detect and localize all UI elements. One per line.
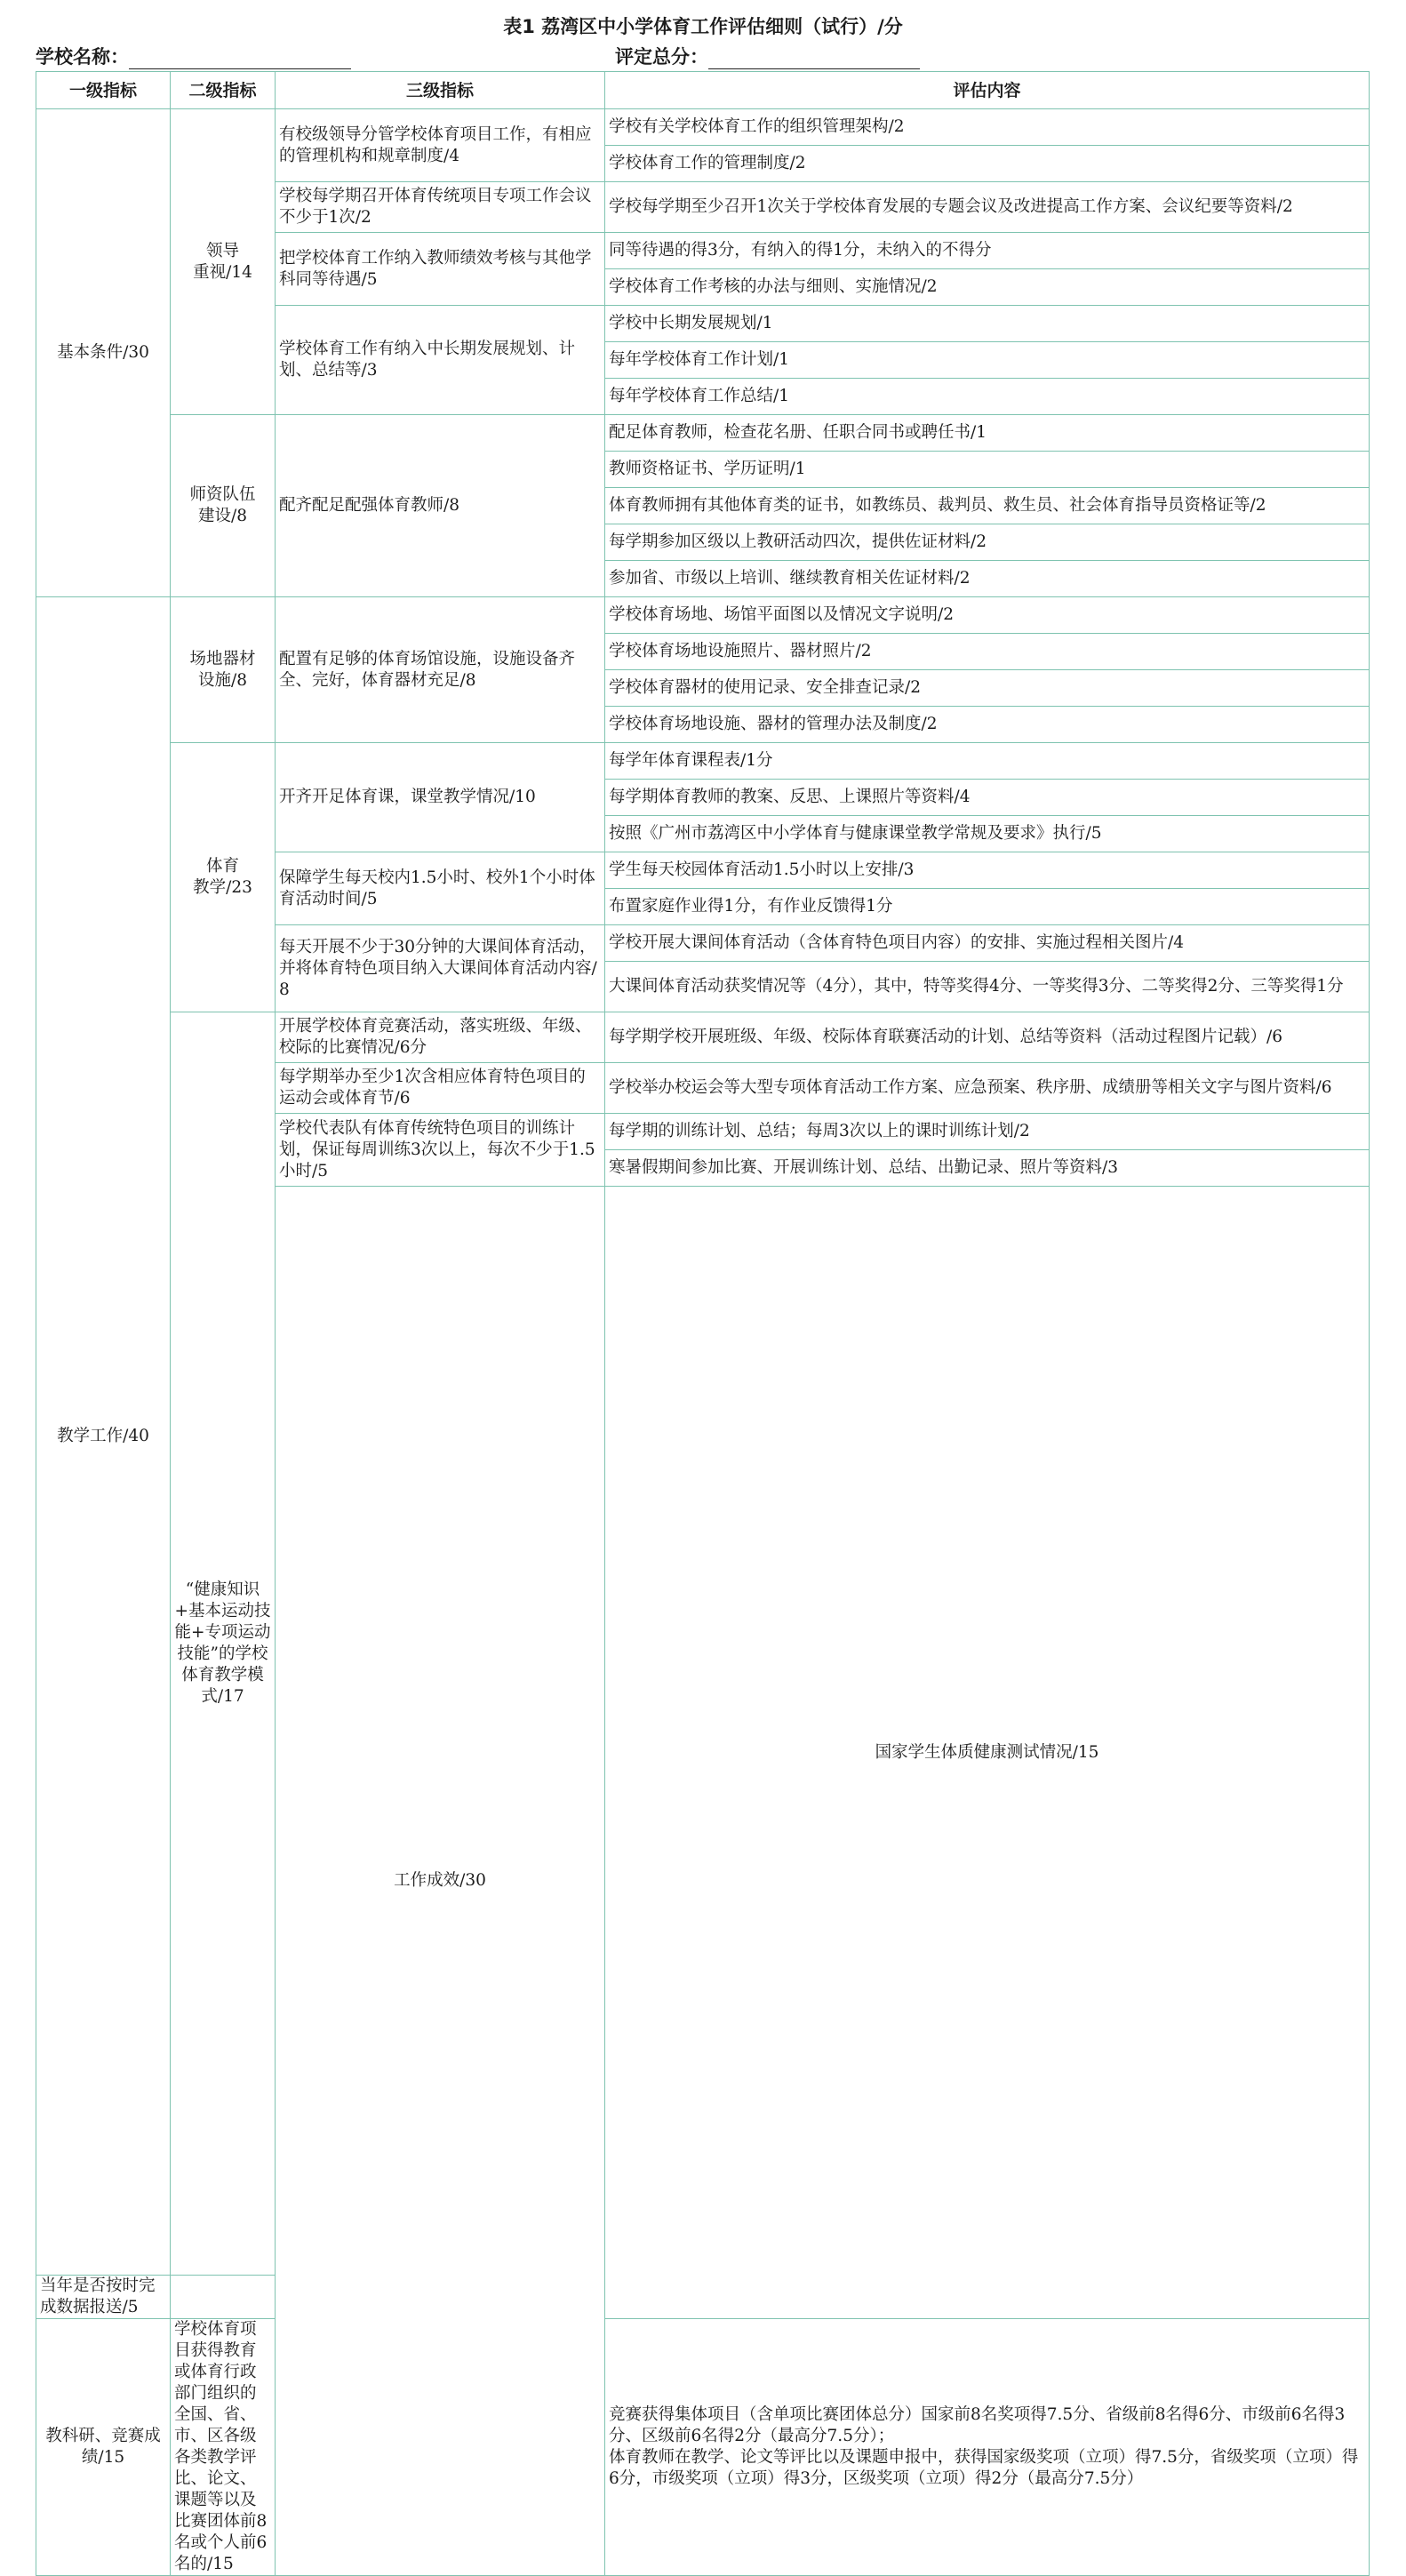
level2-cell: 领导 重视/14 xyxy=(171,109,276,415)
level1-cell: 教学工作/40 xyxy=(36,597,171,2276)
eval-cell: 每学年体育课程表/1分 xyxy=(605,743,1370,780)
level3-cell: 有校级领导分管学校体育项目工作，有相应的管理机构和规章制度/4 xyxy=(276,109,605,182)
school-name-label: 学校名称： xyxy=(36,46,129,68)
table-row xyxy=(36,2319,1370,2576)
eval-cell: 布置家庭作业得1分，有作业反馈得1分 xyxy=(605,889,1370,925)
table-title: 表1 荔湾区中小学体育工作评估细则（试行）/分 xyxy=(503,16,903,37)
eval-cell: 每学期参加区级以上教研活动四次，提供佐证材料/2 xyxy=(605,524,1370,561)
eval-cell: 学生每天校园体育活动1.5小时以上安排/3 xyxy=(605,852,1370,889)
level2-cell: 体育 教学/23 xyxy=(171,743,276,1012)
table-row xyxy=(36,415,1370,452)
eval-cell: 学校举办校运会等大型专项体育活动工作方案、应急预案、秩序册、成绩册等相关文字与图片资料/6 xyxy=(605,1063,1370,1114)
eval-cell: 每年学校体育工作计划/1 xyxy=(605,342,1370,379)
level3-cell: 配置有足够的体育场馆设施，设施设备齐全、完好，体育器材充足/8 xyxy=(276,597,605,743)
eval-cell: 每学期学校开展班级、年级、校际体育联赛活动的计划、总结等资料（活动过程图片记载）/6 xyxy=(605,1012,1370,1063)
table-row xyxy=(36,1012,1370,1063)
level1-cell: 基本条件/30 xyxy=(36,109,171,597)
header-level1: 一级指标 xyxy=(36,72,171,109)
total-score-label: 评定总分： xyxy=(615,46,708,68)
level2-cell: 国家学生体质健康测试情况/15 xyxy=(605,1187,1370,2319)
level2-cell: “健康知识+基本运动技能+专项运动技能”的学校体育教学模式/17 xyxy=(171,1012,276,2276)
eval-cell: 参加省、市级以上培训、继续教育相关佐证材料/2 xyxy=(605,561,1370,597)
level3-cell: 学校体育工作有纳入中长期发展规划、计划、总结等/3 xyxy=(276,306,605,415)
eval-cell: 当年是否按时完成数据报送/5 xyxy=(36,2276,171,2319)
eval-cell: 学校体育场地设施照片、器材照片/2 xyxy=(605,634,1370,670)
level1-cell: 工作成效/30 xyxy=(276,1187,605,2576)
level3-cell: 每天开展不少于30分钟的大课间体育活动，并将体育特色项目纳入大课间体育活动内容/8 xyxy=(276,925,605,1012)
eval-cell: 学校体育器材的使用记录、安全排查记录/2 xyxy=(605,670,1370,707)
eval-cell: 每年学校体育工作总结/1 xyxy=(605,379,1370,415)
level3-cell: 学校每学期召开体育传统项目专项工作会议不少于1次/2 xyxy=(276,182,605,233)
level3-cell: 把学校体育工作纳入教师绩效考核与其他学科同等待遇/5 xyxy=(276,233,605,306)
level3-cell: 配齐配足配强体育教师/8 xyxy=(276,415,605,597)
level3-cell: 学校体育项目获得教育或体育行政部门组织的全国、省、市、区各级各类教学评比、论文、课题等以及比赛团体前8名或个人前6名的/15 xyxy=(171,2319,276,2576)
level2-cell: 师资队伍 建设/8 xyxy=(171,415,276,597)
eval-cell: 学校开展大课间体育活动（含体育特色项目内容）的安排、实施过程相关图片/4 xyxy=(605,925,1370,962)
table-row xyxy=(36,743,1370,780)
eval-cell: 学校体育工作的管理制度/2 xyxy=(605,146,1370,182)
level3-cell: 学校代表队有体育传统特色项目的训练计划，保证每周训练3次以上，每次不少于1.5小时/5 xyxy=(276,1114,605,1187)
eval-cell: 学校每学期至少召开1次关于学校体育发展的专题会议及改进提高工作方案、会议纪要等资料/2 xyxy=(605,182,1370,233)
level3-cell: 保障学生每天校内1.5小时、校外1个小时体育活动时间/5 xyxy=(276,852,605,925)
total-score-blank xyxy=(708,49,920,69)
school-name-blank xyxy=(129,49,351,69)
table-row xyxy=(36,597,1370,634)
table-row xyxy=(36,109,1370,146)
eval-cell: 同等待遇的得3分，有纳入的得1分，未纳入的不得分 xyxy=(605,233,1370,269)
level3-cell: 每学期举办至少1次含相应体育特色项目的运动会或体育节/6 xyxy=(276,1063,605,1114)
level3-cell: 开展学校体育竞赛活动，落实班级、年级、校际的比赛情况/6分 xyxy=(276,1012,605,1063)
eval-cell: 每学期体育教师的教案、反思、上课照片等资料/4 xyxy=(605,780,1370,816)
eval-cell: 配足体育教师，检查花名册、任职合同书或聘任书/1 xyxy=(605,415,1370,452)
eval-cell: 学校中长期发展规划/1 xyxy=(605,306,1370,342)
level2-cell: 教科研、竞赛成绩/15 xyxy=(36,2319,171,2576)
eval-cell: 按照《广州市荔湾区中小学体育与健康课堂教学常规及要求》执行/5 xyxy=(605,816,1370,852)
eval-cell: 教师资格证书、学历证明/1 xyxy=(605,452,1370,488)
header-eval: 评估内容 xyxy=(605,72,1370,109)
eval-cell: 学校体育场地设施、器材的管理办法及制度/2 xyxy=(605,707,1370,743)
eval-cell: 寒暑假期间参加比赛、开展训练计划、总结、出勤记录、照片等资料/3 xyxy=(605,1150,1370,1187)
evaluation-table xyxy=(36,71,1370,2576)
level2-cell: 场地器材 设施/8 xyxy=(171,597,276,743)
eval-cell: 竞赛获得集体项目（含单项比赛团体总分）国家前8名奖项得7.5分、省级前8名得6分、市级前6名得3分、区级前6名得2分（最高分7.5分）； 体育教师在教学、论文等评比以及课题申报中，获得国家级奖项（立项）得7.5分，省级奖项（立项）得6分，市级奖项（立项）得3分，区级奖项（立项）得2分（最高分7.5分） xyxy=(605,2319,1370,2576)
total-score-field xyxy=(615,43,920,69)
table-header-row xyxy=(36,72,1370,109)
eval-cell: 学校体育工作考核的办法与细则、实施情况/2 xyxy=(605,269,1370,306)
eval-cell: 体育教师拥有其他体育类的证书，如教练员、裁判员、救生员、社会体育指导员资格证等/2 xyxy=(605,488,1370,524)
school-name-field xyxy=(36,43,351,69)
header-level2: 二级指标 xyxy=(171,72,276,109)
level3-cell: 开齐开足体育课，课堂教学情况/10 xyxy=(276,743,605,852)
eval-cell: 学校体育场地、场馆平面图以及情况文字说明/2 xyxy=(605,597,1370,634)
eval-cell: 每学期的训练计划、总结；每周3次以上的课时训练计划/2 xyxy=(605,1114,1370,1150)
eval-cell: 学校有关学校体育工作的组织管理架构/2 xyxy=(605,109,1370,146)
eval-cell: 大课间体育活动获奖情况等（4分），其中，特等奖得4分、一等奖得3分、二等奖得2分、三等奖得1分 xyxy=(605,962,1370,1012)
header-level3: 三级指标 xyxy=(276,72,605,109)
